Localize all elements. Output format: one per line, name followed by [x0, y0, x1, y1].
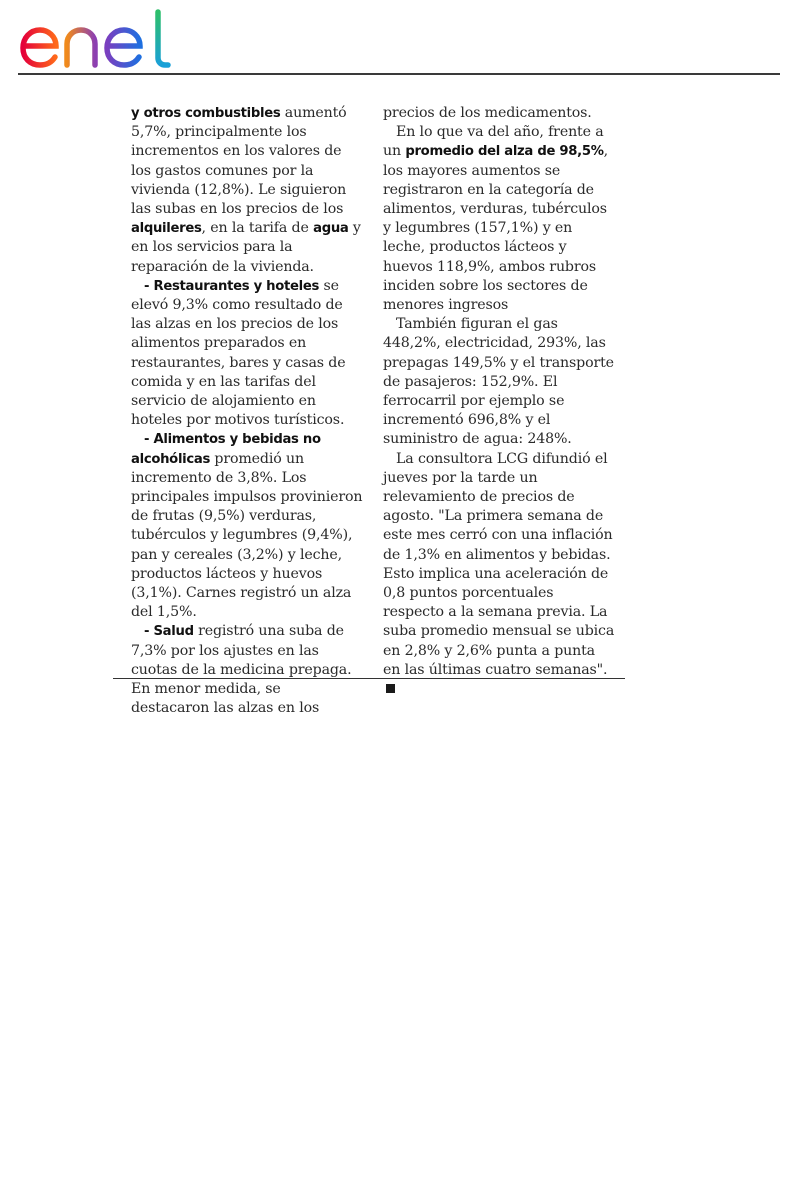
article-paragraph [131, 277, 363, 431]
text-run: y en los servicios para la reparación de la vivienda. [131, 220, 361, 275]
bold-highlight: promedio del alza de 98,5% [405, 144, 604, 160]
text-run: En lo que va del año, frente a un [383, 124, 604, 160]
article-paragraph [383, 450, 615, 700]
enel-logo [18, 8, 178, 70]
header-rule [18, 73, 780, 75]
article-paragraph [131, 622, 363, 718]
article-paragraph [383, 123, 615, 315]
bold-highlight: agua [313, 221, 349, 237]
bold-highlight: alquileres [131, 221, 202, 237]
bold-highlight: - Alimentos y bebidas no alcohólicas [131, 432, 321, 467]
bold-highlight: - Restaurantes y hoteles [144, 278, 320, 294]
text-run: , los mayores aumentos se registraron en la categoría de alimentos, verduras, tubérculos y legumbres (157,1%) y en leche, productos lácteos y huevos 118,9%, ambos rubros inciden sobre los sectores de menores ingresos [383, 143, 609, 314]
text-run: registró una suba de 7,3% por los ajustes en las cuotas de la medicina prepaga. En menor medida, se destacaron las alzas en los [131, 623, 352, 717]
article-column-left [131, 104, 363, 719]
bold-highlight: y otros combustibles [131, 106, 281, 121]
end-of-article-mark [386, 684, 395, 693]
text-run: La consultora LCG difundió el jueves por la tarde un relevamiento de precios de agosto. "La primera semana de este mes cerró con una inflación de 1,3% en alimentos y bebidas. Esto implica una aceleración de 0,8 puntos porcentuales respecto a la semana previa. La suba promedio mensual se ubica en 2,8% y 2,6% punta a punta en las últimas cuatro semanas". [383, 450, 615, 678]
article-paragraph [383, 104, 615, 123]
article-paragraph [383, 315, 615, 449]
bold-highlight: - Salud [144, 624, 194, 640]
article-paragraph [131, 104, 363, 277]
text-run: aumentó 5,7%, principalmente los incrementos en los valores de los gastos comunes por la vivienda (12,8%). Le siguieron las subas en los precios de los [131, 105, 347, 218]
article-column-right [383, 104, 615, 699]
text-run: , en la tarifa de [201, 220, 314, 237]
text-run: También figuran el gas 448,2%, electricidad, 293%, las prepagas 149,5% y el transporte de pasajeros: 152,9%. El ferrocarril por ejemplo se incrementó 696,8% y el suministro de agua: 248%. [383, 316, 614, 448]
text-run: se elevó 9,3% como resultado de las alzas en los precios de los alimentos preparados en restaurantes, bares y casas de comida y en las tarifas del servicio de alojamiento en hoteles por motivos turísticos. [131, 277, 346, 429]
article-end-rule [113, 678, 625, 679]
text-run: precios de los medicamentos. [383, 105, 592, 121]
article-paragraph [131, 430, 363, 622]
text-run: promedió un incremento de 3,8%. Los principales impulsos provinieron de frutas (9,5%) verduras, tubérculos y legumbres (9,4%), pan y cereales (3,2%) y leche, productos lácteos y huevos (3,1%). Carnes registró un alza del 1,5%. [131, 450, 363, 621]
